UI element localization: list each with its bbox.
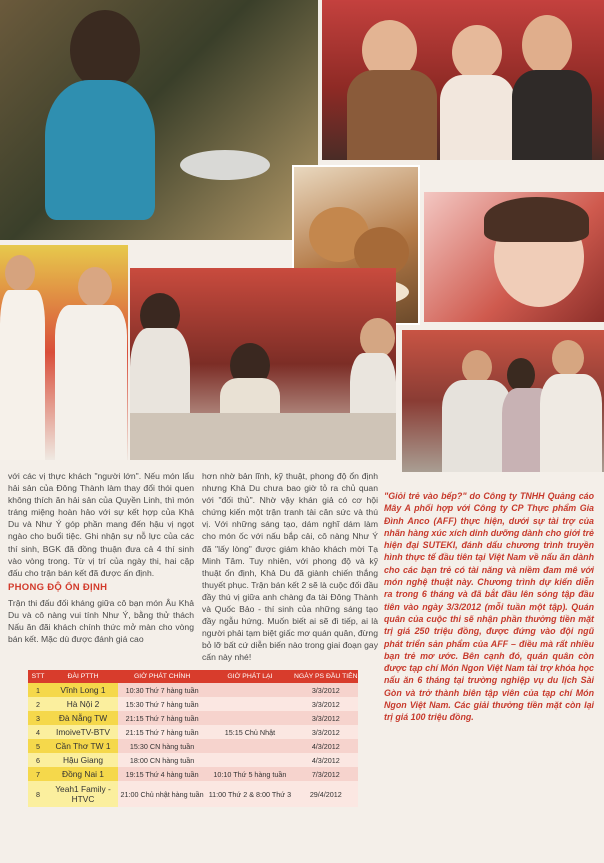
- row-station: Yeah1 Family -HTVC: [48, 781, 118, 807]
- section-heading: PHONG ĐỘ ỔN ĐỊNH: [8, 582, 108, 593]
- table-row: [28, 739, 358, 753]
- row-first-date: 29/4/2012: [294, 781, 358, 807]
- judges-photo: [322, 0, 604, 160]
- table-row: [28, 683, 358, 697]
- row-stt: 5: [28, 739, 48, 753]
- row-first-date: 7/3/2012: [294, 767, 358, 781]
- article-col1-text: với các vị thực khách "người lớn". Nếu món lẩu hải sản của Đông Thành làm thay đổi thói quen không thích ăn hải sản của Quyền Linh, thì món tráng miệng hoàn hảo với sự kết hợp của Khả Du và Như Ý góp phần mang đến hậu vị ngọt ngào cho buổi tiệc. Ghi nhận sự nỗ lực của các thí sinh, BGK đã đồng thuận đưa cả 4 thí sinh vào vòng trong. Từ vị trí của ngày thi, hai cặp đấu cho trận bán kết đã được ấn định.: [8, 471, 194, 578]
- row-first-date: 3/3/2012: [294, 711, 358, 725]
- row-stt: 3: [28, 711, 48, 725]
- sponsor-info-text: "Giỏi trẻ vào bếp?" do Công ty TNHH Quảng cáo Mây A phối hợp với Công ty CP Thực phẩm Gia Đình Anco (AFF) thực hiện, dưới sự tài trợ của nhãn hàng xúc xích dinh dưỡng dành cho giới trẻ hiện đại SUTEKI, đánh dấu chương trình truyền hình thực tế đầu tiên tại Việt Nam về nấu ăn dành cho các bạn trẻ có tài năng và niềm đam mê với món nghệ thuật này. Chương trình dự kiến diễn ra trong 6 tháng và đã bắt đầu lên sóng tập đầu tiên vào ngày 3/3/2012 (mỗi tuần một tập). Quán quân của cuộc thi sẽ nhận phần thưởng tiền mặt trị giá 250 triệu đồng, được đứng vào đội ngũ phát triển sản phẩm của AFF – điều mà rất nhiều bạn trẻ mơ ước. Bên cạnh đó, quán quân còn được tạp chí Món Ngon Việt Nam tài trợ khóa học nấu ăn 6 tháng tại trường nghiệp vụ du lịch Sài Gòn và trở thành biên tập viên của tạp chí Món Ngon Việt Nam. Các giải thưởng tiền mặt còn lại trị giá 100 triệu đồng.: [384, 491, 594, 723]
- contestants-photo: [0, 245, 128, 460]
- row-stt: 1: [28, 683, 48, 697]
- child-eating-photo: [424, 192, 604, 322]
- row-station: Cần Thơ TW 1: [48, 739, 118, 753]
- row-stt: 2: [28, 697, 48, 711]
- header-first-date: NGÀY PS ĐẦU TIÊN: [294, 670, 358, 683]
- row-station: ImoiveTV-BTV: [48, 725, 118, 739]
- table-row: [28, 725, 358, 739]
- header-rerun-time: GIỜ PHÁT LẠI: [206, 670, 293, 683]
- row-main-time: 15:30 Thứ 7 hàng tuần: [118, 697, 206, 711]
- row-first-date: 3/3/2012: [294, 725, 358, 739]
- table-row: [28, 781, 358, 807]
- row-main-time: 19:15 Thứ 4 hàng tuần: [118, 767, 206, 781]
- article-col1b-text: Trận thi đấu đối kháng giữa cô bạn món Âu Khả Du và cô nàng vui tính Như Ý, bằng thử thách Nấu ăn đãi khách chính thức mở màn cho vòng bán kết. Mặc dù được đánh giá cao: [8, 598, 194, 645]
- row-first-date: 3/3/2012: [294, 683, 358, 697]
- row-main-time: 21:15 Thứ 7 hàng tuần: [118, 711, 206, 725]
- table-row: [28, 767, 358, 781]
- header-main-time: GIỜ PHÁT CHÍNH: [118, 670, 206, 683]
- row-main-time: 15:30 CN hàng tuần: [118, 739, 206, 753]
- row-first-date: 4/3/2012: [294, 753, 358, 767]
- row-main-time: 21:15 Thứ 7 hàng tuần: [118, 725, 206, 739]
- table-row: [28, 697, 358, 711]
- table-header-row: [28, 670, 358, 683]
- broadcast-schedule-table: [28, 670, 358, 807]
- row-station: Đồng Nai 1: [48, 767, 118, 781]
- row-main-time: 21:00 Chủ nhật hàng tuần: [118, 781, 206, 807]
- row-station: Hà Nội 2: [48, 697, 118, 711]
- row-first-date: 3/3/2012: [294, 697, 358, 711]
- row-rerun-time: [206, 683, 293, 697]
- row-rerun-time: 10:10 Thứ 5 hàng tuần: [206, 767, 293, 781]
- row-rerun-time: [206, 739, 293, 753]
- row-stt: 8: [28, 781, 48, 807]
- group-seated-photo: [402, 330, 604, 472]
- header-stt: STT: [28, 670, 48, 683]
- article-col2-text: hơn nhờ bản lĩnh, kỹ thuật, phong độ ổn định nhưng Khả Du chưa bao giờ tỏ ra chủ quan với "đối thủ". Nhờ vậy khán giả có cơ hội chứng kiến một trận tranh tài cân sức và thú vị. Với những sáng tạo, dám nghĩ dám làm cho món ốc với nấu bắp cải, cô nàng Như Ý đã "lấy lòng" được giám khảo khách mời Tạ Minh Tâm. Tuy nhiên, với phong độ và kỹ thuật ổn định, Khả Du đã giành chiến thắng thuyết phục. Trận bán kết 2 sẽ là cuộc đối đầu đầy thú vị giữa anh chàng đa tài Đông Thành và Quốc Bảo - thí sinh của những sáng tạo đầy ngẫu hứng. Muốn biết ai sẽ đi tiếp, ai là người phải tạm biệt giấc mơ quán quân, đừng bỏ lỡ bất cứ diễn biến nào trong giai đoạn gay cấn này nhé!: [202, 471, 378, 663]
- row-main-time: 10:30 Thứ 7 hàng tuần: [118, 683, 206, 697]
- row-station: Đà Nẵng TW: [48, 711, 118, 725]
- row-first-date: 4/3/2012: [294, 739, 358, 753]
- row-rerun-time: [206, 697, 293, 711]
- stage-table-photo: [130, 268, 396, 460]
- row-station: Vĩnh Long 1: [48, 683, 118, 697]
- table-row: [28, 753, 358, 767]
- row-station: Hậu Giang: [48, 753, 118, 767]
- row-main-time: 18:00 CN hàng tuần: [118, 753, 206, 767]
- row-stt: 6: [28, 753, 48, 767]
- table-row: [28, 711, 358, 725]
- header-station: ĐÀI PTTH: [48, 670, 118, 683]
- row-rerun-time: 15:15 Chủ Nhật: [206, 725, 293, 739]
- row-rerun-time: [206, 753, 293, 767]
- row-stt: 7: [28, 767, 48, 781]
- chef-cooking-photo: [0, 0, 318, 240]
- row-stt: 4: [28, 725, 48, 739]
- row-rerun-time: [206, 711, 293, 725]
- row-rerun-time: 11:00 Thứ 2 & 8:00 Thứ 3: [206, 781, 293, 807]
